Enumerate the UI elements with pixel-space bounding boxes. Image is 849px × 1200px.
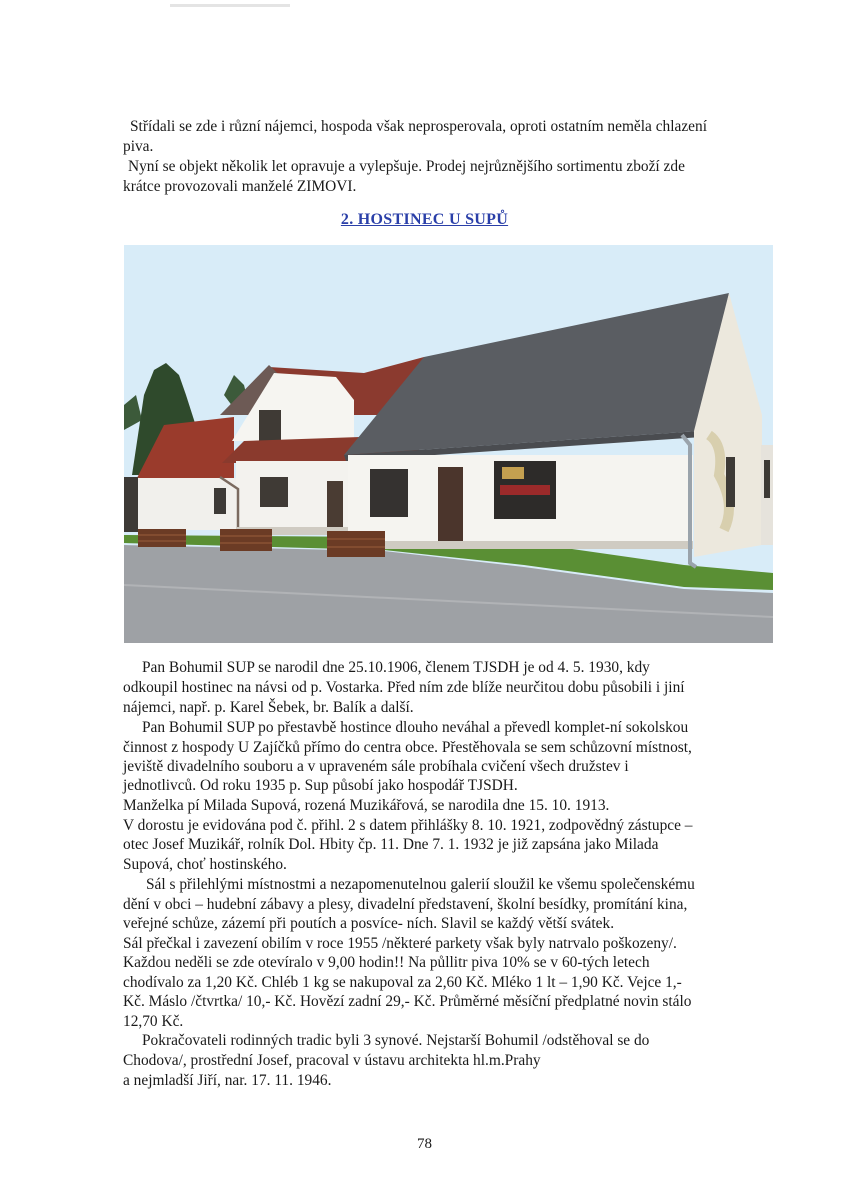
body-line-8: Manželka pí Milada Supová, rozená Muzikářová, se narodila dne 15. 10. 1913. [123,797,610,814]
middle-window [260,477,288,507]
body-line-3: nájemci, např. p. Karel Šebek, br. Balík a další. [123,699,414,716]
intro-line-4: krátce provozovali manželé ZIMOVI. [123,178,357,195]
shop-window-display [500,485,550,495]
body-line-4: Pan Bohumil SUP po přestavbě hostince dlouho neváhal a převedl komplet-ní sokolskou [142,719,689,736]
hostinec-illustration [124,245,773,643]
middle-door [327,481,343,531]
body-line-17: chodívalo za 1,20 Kč. Chléb 1 kg se nakupoval za 2,60 Kč. Mléko 1 lt – 1,90 Kč. Vejce 1,- [123,974,682,991]
intro-line-1: Střídali se zde i různí nájemci, hospoda však neprosperovala, oproti ostatním neměla chlazení [130,118,707,135]
main-door [438,467,463,545]
shop-window-sign [502,467,524,479]
body-line-22: a nejmladší Jiří, nar. 17. 11. 1946. [123,1072,332,1089]
rear-window [764,460,770,498]
body-line-1: Pan Bohumil SUP se narodil dne 25.10.1906, členem TJSDH je od 4. 5. 1930, kdy [142,659,650,676]
body-line-20: Pokračovateli rodinných tradic byli 3 synové. Nejstarší Bohumil /odstěhoval se do [142,1032,650,1049]
body-line-16: Každou neděli se zde otevíralo v 9,00 hodin!! Na půllitr piva 10% se v 60-tých letech [123,954,650,971]
body-line-7: jednotlivců. Od roku 1935 p. Sup působí jako hospodář TJSDH. [123,777,518,794]
body-line-9: V dorostu je evidována pod č. přihl. 2 s datem přihlášky 8. 10. 1921, zodpovědný zástupce – [123,817,693,834]
intro-line-3: Nyní se objekt několik let opravuje a vylepšuje. Prodej nejrůznějšího sortimentu zboží zde [128,158,685,175]
gable-end-window [726,457,735,507]
body-line-5: činnost z hospody U Zajíčků přímo do centra obce. Přestěhovala se sem schůzovní místnost, [123,739,692,756]
body-line-18: Kč. Máslo /čtvrtka/ 10,- Kč. Hovězí zadní 29,- Kč. Průměrné měsíční předplatné novin stálo [123,993,692,1010]
building-photo [124,245,773,643]
body-line-2: odkoupil hostinec na návsi od p. Vostarka. Před ním zde blíže neurčitou dobu působili i jiní [123,679,685,696]
page-number: 78 [417,1136,432,1152]
planter-3 [327,531,385,557]
body-line-21: Chodova/, prostřední Josef, pracoval v ústavu architekta hl.m.Prahy [123,1052,541,1069]
scan-artifact [170,4,290,7]
body-line-19: 12,70 Kč. [123,1013,184,1030]
body-line-14: veřejné schůze, zázemí při poutích a posvíce- ních. Slavil se každý větší svátek. [123,915,615,932]
section-heading: 2. HOSTINEC U SUPŮ [340,211,509,228]
annex-dark-side [124,477,138,532]
body-line-15: Sál přečkal i zavezení obilím v roce 1955 /některé parkety však byly natrvalo poškozeny/. [123,935,677,952]
body-line-11: Supová, choť hostinského. [123,856,287,873]
body-line-6: jeviště divadelního souboru a v upraveném sále probíhala cvičení všech družstev i [123,758,629,775]
annex-window [214,488,226,514]
body-line-13: dění v obci – hudební zábavy a plesy, divadelní představení, školní besídky, promítání kina, [123,896,688,913]
gable-window [259,410,281,442]
planter-2 [220,529,272,551]
body-line-12: Sál s přilehlými místnostmi a nezapomenutelnou galerií sloužil ke všemu společenskému [146,876,695,893]
body-line-10: otec Josef Muzikář, rolník Dol. Hbity čp. 11. Dne 7. 1. 1932 je již zapsána jako Milada [123,836,659,853]
intro-line-2: piva. [123,138,154,155]
main-window-1 [370,469,408,517]
main-plinth [348,541,693,549]
planter-1 [138,529,186,547]
